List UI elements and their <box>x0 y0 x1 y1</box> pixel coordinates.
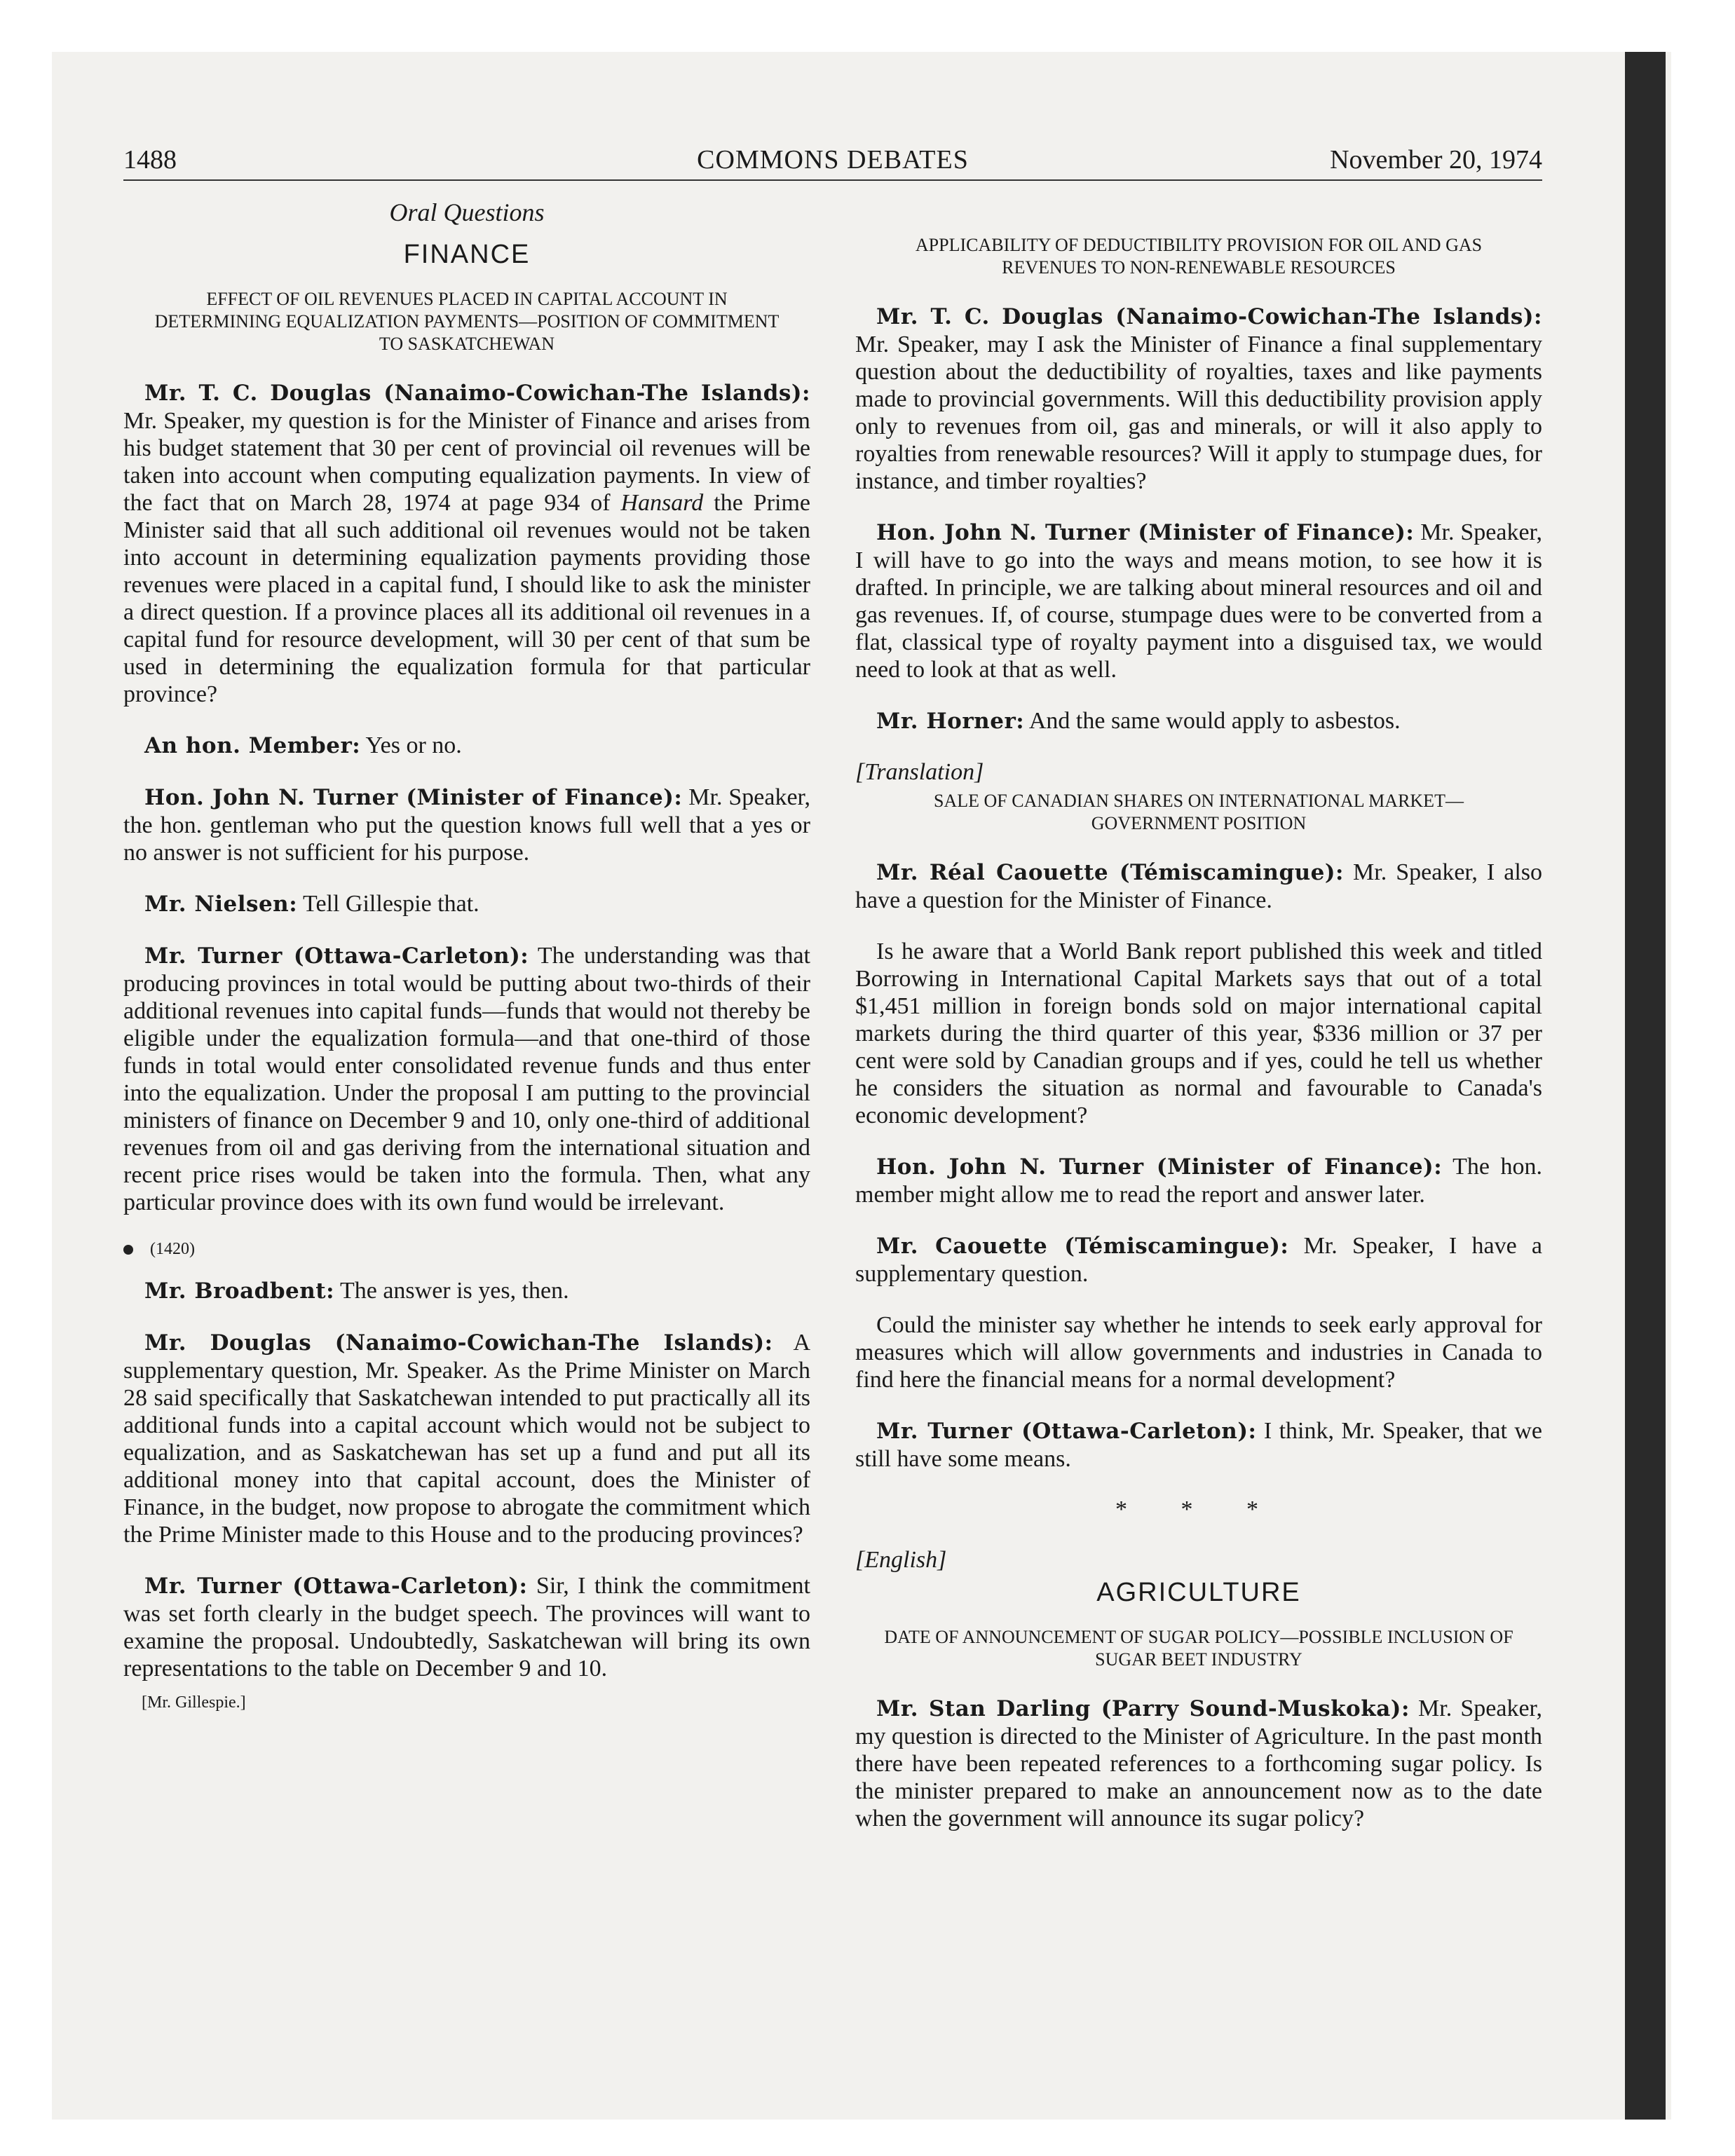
topic-heading: SALE OF CANADIAN SHARES ON INTERNATIONAL MARKET—GOVERNMENT POSITION <box>934 791 1464 833</box>
speech-text: And the same would apply to asbestos. <box>1028 708 1401 734</box>
hansard-italic: Hansard <box>620 490 704 516</box>
speech-text: Tell Gillespie that. <box>303 891 479 917</box>
speaker-name: Mr. Horner: <box>876 709 1025 734</box>
subhead-oral-questions: Oral Questions <box>389 198 545 226</box>
speech-text: Mr. Speaker, I also have a question for the Minister of Finance. <box>855 859 1542 913</box>
speaker-name: Mr. Turner (Ottawa-Carleton): <box>144 1574 528 1599</box>
speech-text: Mr. Speaker, I will have to go into the ways and means motion, to see how it is drafted. In principle, we are talking about mineral resources and oil and gas revenues. If, of course, stumpage dues were to be converted from a flat, classical type of royalty payment into a disguised tax, we would need to look at that as well. <box>855 519 1542 683</box>
speech-paragraph <box>855 1417 1542 1473</box>
speaker-name: Mr. Broadbent: <box>144 1278 335 1304</box>
speech-paragraph <box>855 519 1542 683</box>
speech-text: The understanding was that producing provinces in total would be putting about two-thirds of their additional revenues into capital funds—funds that would not thereby be eligible under the equalization formula—and that one-third of those funds in total would enter consolidated revenue funds and thus enter into the equalization. Under the proposal I am putting to the provincial ministers of finance on December 9 and 10, only one-third of additional revenues from oil and gas deriving from the international situation and recent price rises would be taken into the formula. Then, what any particular province does with its own fund would be irrelevant. <box>123 943 810 1215</box>
speech-text: Mr. Speaker, the hon. gentleman who put the question knows full well that a yes or no answer is not sufficient for his purpose. <box>123 784 810 866</box>
document-page <box>123 144 1542 1932</box>
english-label: [English] <box>855 1547 947 1573</box>
speech-paragraph <box>855 1695 1542 1832</box>
speech-text: Mr. Speaker, I have a supplementary question. <box>855 1233 1543 1287</box>
speaker-name: Mr. Douglas (Nanaimo-Cowichan-The Islands): <box>144 1330 773 1356</box>
speaker-name: Mr. Stan Darling (Parry Sound-Muskoka): <box>876 1696 1410 1721</box>
speech-paragraph <box>123 1572 810 1682</box>
speech-paragraph <box>123 1277 810 1305</box>
speech-text: Sir, I think the commitment was set forth clearly in the budget speech. The provinces will want to examine the proposal. Undoubtedly, Saskatchewan will bring its own representations to the table on December 9 and 10. <box>123 1573 811 1681</box>
speaker-name: Mr. T. C. Douglas (Nanaimo-Cowichan-The Islands): <box>876 304 1542 329</box>
speaker-name: Mr. Turner (Ottawa-Carleton): <box>876 1419 1257 1444</box>
right-column <box>855 198 1542 1856</box>
speech-paragraph <box>123 379 810 708</box>
speech-text: Mr. Speaker, my question is for the Minister of Finance and arises from his budget statement that 30 per cent of provincial oil revenues will be taken into account when computing equalization payments. In view of the fact that on March 28, 1974 at page 934 of <box>123 408 810 516</box>
time-marker-text: (1420) <box>150 1240 195 1258</box>
speaker-name: Hon. John N. Turner (Minister of Finance): <box>876 1154 1443 1180</box>
speaker-name: Mr. Caouette (Témiscamingue): <box>876 1234 1289 1259</box>
topic-heading: DATE OF ANNOUNCEMENT OF SUGAR POLICY—POSSIBLE INCLUSION OF SUGAR BEET INDUSTRY <box>884 1627 1513 1670</box>
section-heading-finance: FINANCE <box>403 240 531 269</box>
speech-text: Mr. Speaker, my question is directed to the Minister of Agriculture. In the past month there have been repeated references to a forthcoming sugar policy. Is the minister prepared to make an announcement now as to the date when the government will announce its sugar policy? <box>855 1696 1542 1831</box>
topic-heading: APPLICABILITY OF DEDUCTIBILITY PROVISION FOR OIL AND GAS REVENUES TO NON-RENEWABLE RESOURCES <box>915 235 1483 278</box>
topic-heading: EFFECT OF OIL REVENUES PLACED IN CAPITAL ACCOUNT IN DETERMINING EQUALIZATION PAYMENTS—POSITION OF COMMITMENT TO SASKATCHEWAN <box>154 289 780 354</box>
speech-paragraph <box>123 732 810 760</box>
running-header <box>123 144 1542 181</box>
page-number: 1488 <box>123 145 177 175</box>
speech-text: Is he aware that a World Bank report published this week and titled Borrowing in International Capital Markets says that out of a total $1,451 million in foreign bonds sold on major international capital markets during the third quarter of this year, $336 million or 37 per cent were sold by Canadian groups and if yes, could he tell us whether he considers the situation as normal and favourable to Canada's economic development? <box>855 939 1542 1128</box>
speech-paragraph <box>855 1232 1542 1288</box>
speech-text: I think, Mr. Speaker, that we still have some means. <box>855 1418 1542 1472</box>
speech-text: Could the minister say whether he intends to seek early approval for measures which will allow governments and industries in Canada to find here the financial means for a normal development? <box>855 1312 1542 1393</box>
speech-paragraph <box>123 890 810 918</box>
speech-text: The answer is yes, then. <box>339 1278 569 1304</box>
speech-paragraph <box>855 303 1542 495</box>
speech-text: Mr. Speaker, may I ask the Minister of Finance a final supplementary question about the deductibility of royalties, taxes and like payments made to provincial governments. Will this deductibility provision apply only to revenues from oil, gas and minerals, or will it also apply to royalties from renewable resources? Will it apply to stumpage dues, for instance, and timber royalties? <box>855 332 1542 494</box>
bullet-dot-icon <box>123 1245 133 1255</box>
speech-paragraph <box>855 859 1542 914</box>
speech-paragraph <box>855 1311 1542 1393</box>
speech-paragraph <box>123 1329 810 1548</box>
speaker-name: Mr. Turner (Ottawa-Carleton): <box>144 943 529 969</box>
speech-text: The hon. member might allow me to read the report and answer later. <box>855 1154 1542 1208</box>
speech-paragraph <box>123 942 810 1216</box>
page-footnote: [Mr. Gillespie.] <box>142 1693 246 1712</box>
speech-paragraph <box>123 784 810 866</box>
scan-edge-shadow <box>1625 52 1666 2120</box>
publication-title: COMMONS DEBATES <box>697 145 969 175</box>
speech-text: the Prime Minister said that all such additional oil revenues would not be taken into account in determining equalization payments providing those revenues were placed in a capital fund, I should like to ask the minister a direct question. If a province places all its additional oil revenues in a capital fund for resource development, will 30 per cent of that sum be used in determining the equalization formula for that particular province? <box>123 490 810 707</box>
speaker-name: Mr. Réal Caouette (Témiscamingue): <box>876 860 1344 885</box>
left-column <box>123 198 810 1712</box>
speech-text: Yes or no. <box>365 732 462 758</box>
speaker-name: Hon. John N. Turner (Minister of Finance): <box>876 520 1415 545</box>
speaker-name: Mr. T. C. Douglas (Nanaimo-Cowichan-The Islands): <box>144 381 810 406</box>
publication-date: November 20, 1974 <box>1330 145 1542 175</box>
speech-paragraph <box>855 707 1542 735</box>
section-separator-stars: * * * <box>1115 1496 1282 1522</box>
speaker-name: Mr. Nielsen: <box>144 892 298 917</box>
speech-paragraph <box>855 1153 1542 1208</box>
speech-paragraph <box>855 938 1542 1129</box>
translation-label: [Translation] <box>855 759 984 785</box>
section-heading-agriculture: AGRICULTURE <box>1096 1578 1301 1607</box>
time-marker <box>123 1240 810 1259</box>
speaker-name: An hon. Member: <box>144 733 361 758</box>
speech-text: A supplementary question, Mr. Speaker. As the Prime Minister on March 28 said specifically that Saskatchewan intended to put practically all its additional funds into a capital account which would not be subject to equalization, and as Saskatchewan has set up a fund and put all its additional money into that capital account, does the Minister of Finance, in the budget, now propose to abrogate the commitment which the Prime Minister made to this House and to the producing provinces? <box>123 1330 810 1548</box>
speaker-name: Hon. John N. Turner (Minister of Finance): <box>144 785 683 810</box>
